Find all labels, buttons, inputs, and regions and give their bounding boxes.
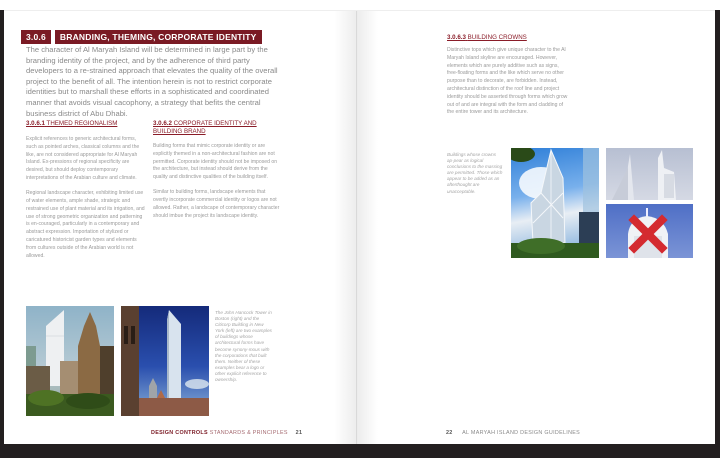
frame-bottom-edge (0, 444, 720, 458)
section-heading (21, 30, 262, 44)
photo-john-hancock-tower (121, 306, 209, 416)
gutter-shadow (334, 11, 356, 444)
footer-document-title: AL MARYAH ISLAND DESIGN GUIDELINES (462, 430, 581, 436)
skyline-illustration (26, 306, 114, 416)
subsection-title: BUILDING CROWNS (467, 34, 527, 41)
subsection-title: THEMED REGIONALISM (46, 120, 118, 127)
photo-bank-of-china-tower (511, 148, 599, 258)
subsection-number: 3.0.6.1 (26, 120, 45, 127)
section-title: BRANDING, THEMING, CORPORATE IDENTITY (55, 30, 262, 44)
subsection-body-corporate-identity (153, 143, 281, 228)
subsection-number: 3.0.6.2 (153, 120, 172, 127)
subsection-heading-themed-regionalism (26, 120, 146, 128)
paragraph: Distinctive tops which give unique character to the Al Maryah Island skyline are encouraged. However, elements which are purely additive such as signs, free-floating forms and the like which serve no other purpose than to decorate, are forbidden. Instead, architectural distinction of the roof line and project identity should be asserted through forms which grow out of and are integral with the form and cladding of the entire tower and its architecture. (447, 47, 568, 116)
gutter-shadow (356, 11, 378, 444)
page-number-22: 22 (446, 430, 453, 436)
paragraph: Similar to building forms, landscape elements that overtly incorporate commercial identity or logos are not allowed. Rather, a landscape of contemporary character should imbue the project its landscape identity. (153, 189, 280, 219)
caption-building-crowns: Buildings whose crowns ap-pear as logical conclusions to the massing are permitted. Those which appear to be added as an afterthought are unacceptable. (447, 152, 503, 194)
page-gutter (356, 11, 357, 444)
subsection-title: CORPORATE IDENTITY AND BUILDING BRAND (153, 120, 257, 135)
frame-right-edge (715, 10, 720, 450)
footer-right (446, 430, 580, 436)
page-number-21: 21 (295, 430, 303, 436)
section-number: 3.0.6 (21, 30, 51, 44)
footer-chapter: DESIGN CONTROLS (151, 430, 208, 436)
photo-unacceptable-crown (606, 204, 693, 258)
footer-subtitle: STANDARDS & PRINCIPLES (209, 430, 288, 436)
paragraph: Explicit references to generic architectural forms, such as pointed arches, classical columns and the like, are not considered appropriate for Al Maryah Island. Ex-pressions of regional specificity are desired, but should deploy contemporary interpretations of the Arabian culture and climate. (26, 136, 140, 181)
subsection-heading-corporate-identity (153, 120, 258, 135)
subsection-heading-building-crowns (447, 34, 567, 42)
paragraph: Regional landscape character, exhibiting limited use of water elements, ample shade, strategic and restrained use of plant material and its irrigation, and use of strong geometric organization and patterning is en-couraged, particularly in a contemporary and abstract expression. Importation of stylized or caricatured historicist garden types and elements from cultures outside of the Arabian world is not allowed. (26, 190, 145, 259)
crown-with-red-x-illustration (606, 204, 693, 258)
footer-left (151, 430, 302, 436)
intro-paragraph: The character of Al Maryah Island will be determined in large part by the branding identity of the project, and by the adherence of third party developers to a re-strained approach that elevates the quality of the overall project to the benefit of all. The intention herein is not to restrict corporate identities but to marshall these efforts in a sophisticated and coordinated manner that avoids visual cacophony, a strategy that befits the central business district of Abu Dhabi. (26, 45, 278, 118)
subsection-body-themed-regionalism (26, 136, 146, 268)
paragraph: Building forms that mimic corporate identity or are explicitly themed in a non-architectural fashion are not permitted. Corporate identity should not be imposed on the architecture, but instead should derive from the quality and distinctive qualities of the building itself. (153, 143, 278, 181)
photo-permitted-crowns (606, 148, 693, 200)
subsection-number: 3.0.6.3 (447, 34, 466, 41)
tower-illustration (511, 148, 599, 258)
crowns-illustration (606, 148, 693, 200)
subsection-body-building-crowns (447, 47, 569, 125)
tower-illustration (121, 306, 209, 416)
caption-hancock-citicorp: The John Hancock Tower in Boston (right) and the Citicorp Building in New York (left) are two examples of buildings whose architectural forms have become synony-mous with the corporations that built them. Neither of these examples bear a logo or other explicit reference to ownership. (215, 310, 272, 383)
photo-citicorp-building (26, 306, 114, 416)
